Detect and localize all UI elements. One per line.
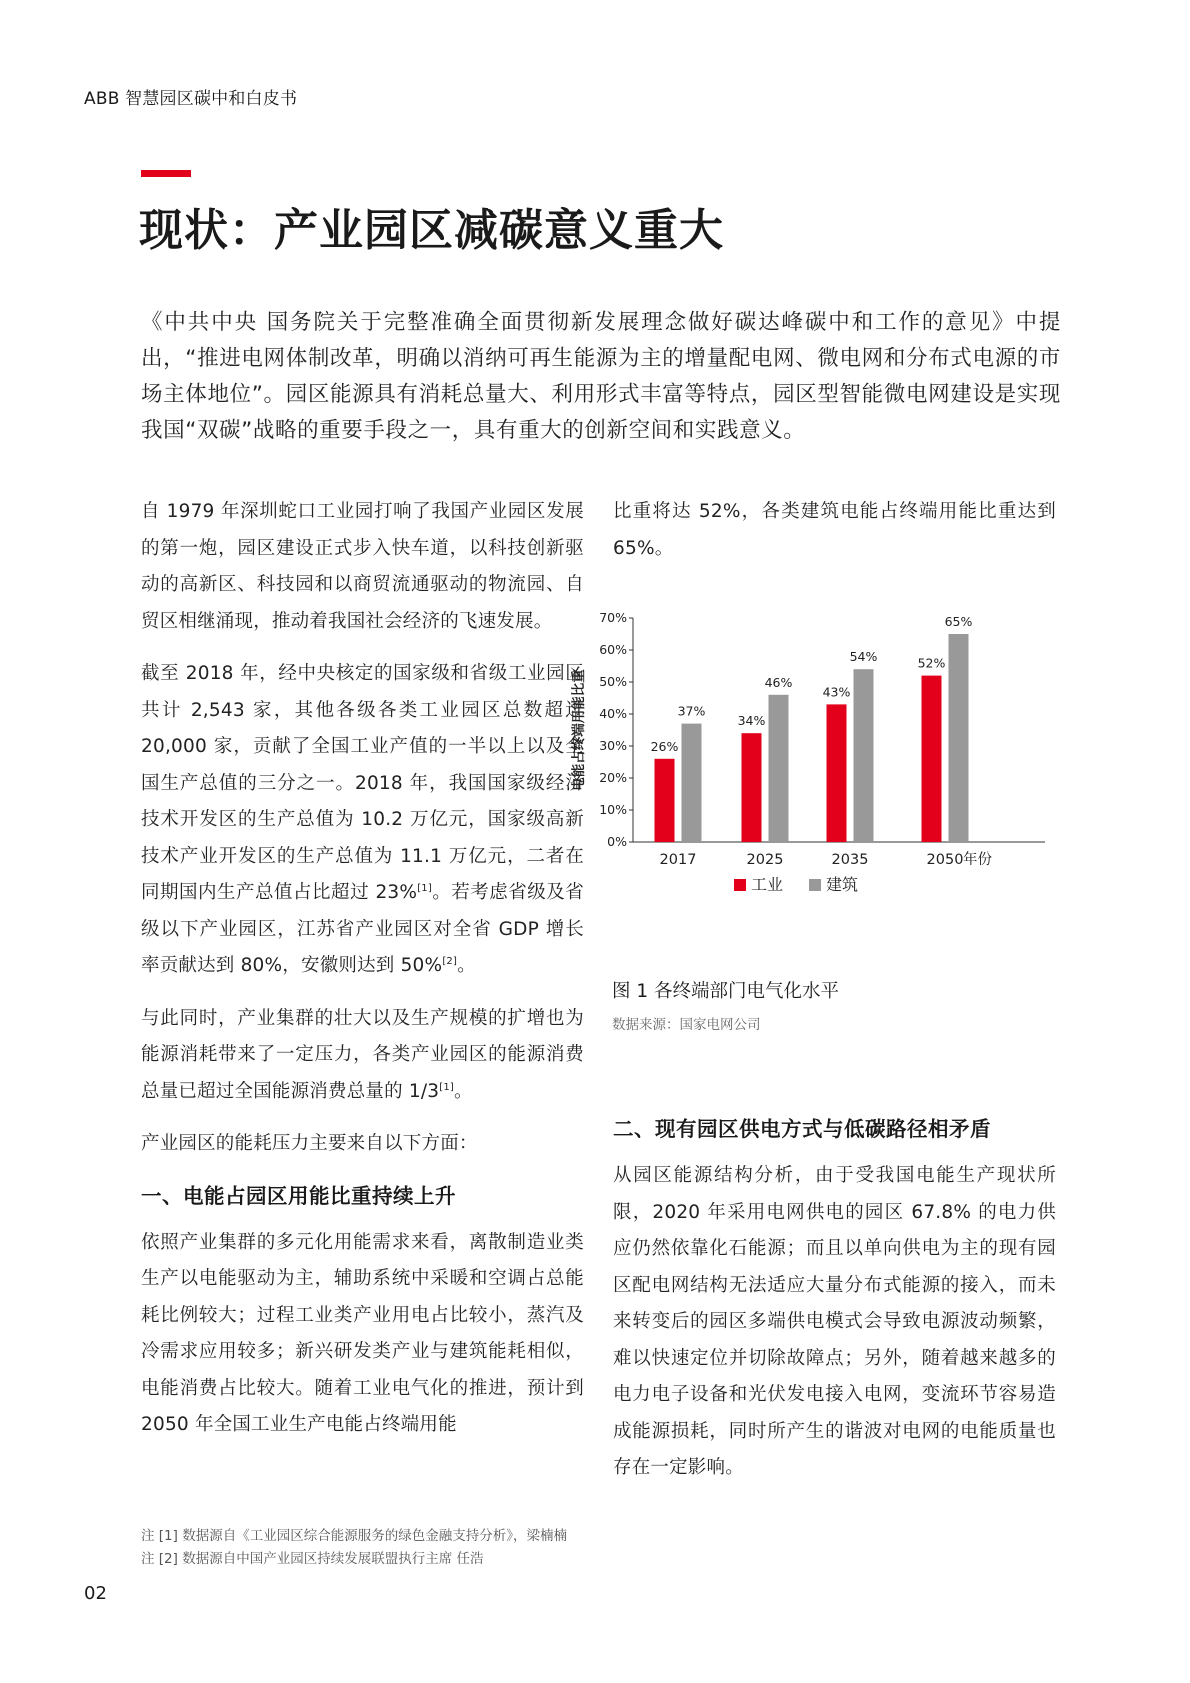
paragraph-continuation: 比重将达 52%，各类建筑电能占终端用能比重达到 65%。 (613, 501, 1056, 559)
y-tick-label: 70% (599, 610, 627, 625)
data-label: 52% (917, 655, 946, 671)
legend-swatch-building (809, 879, 821, 891)
right-column-bottom (613, 1112, 1056, 1503)
x-tick-label: 2017 (659, 852, 697, 868)
figure-caption: 图 1 各终端部门电气化水平 (612, 981, 840, 1002)
x-tick-label: 2035 (831, 852, 869, 868)
footnote-ref: [1] (439, 1081, 455, 1093)
y-axis-title: 电能占终端用能比重 (571, 669, 587, 791)
left-column (141, 494, 584, 1460)
section-heading-1: 一、电能占园区用能比重持续上升 (141, 1183, 456, 1208)
x-tick-label: 2025 (746, 852, 784, 868)
y-tick-label: 30% (599, 738, 627, 753)
figure-source: 数据来源：国家电网公司 (612, 1017, 761, 1033)
right-column-top (613, 494, 1056, 583)
y-tick-label: 60% (599, 642, 627, 657)
data-label: 54% (849, 649, 878, 665)
page-number: 02 (84, 1583, 107, 1604)
bar-building-2017 (682, 724, 702, 842)
footnote-2: 注 [2] 数据源自中国产业园区持续发展联盟执行主席 任浩 (141, 1551, 484, 1567)
bar-building-2025 (769, 695, 789, 842)
legend-label-building: 建筑 (826, 875, 859, 894)
footnote-ref: [2] (442, 955, 458, 967)
section-heading-2: 二、现有园区供电方式与低碳路径相矛盾 (613, 1117, 991, 1141)
page-title: 现状：产业园区减碳意义重大 (139, 205, 724, 256)
bar-industry-2035 (827, 704, 847, 842)
document-header: ABB 智慧园区碳中和白皮书 (84, 89, 298, 109)
legend-swatch-industry (734, 879, 746, 891)
legend-label-industry: 工业 (751, 875, 784, 894)
bar-industry-2050 (922, 676, 942, 842)
intro-paragraph: 《中共中央 国务院关于完整准确全面贯彻新发展理念做好碳达峰碳中和工作的意见》中提出，“推进电网体制改革，明确以消纳可再生能源为主的增量配电网、微电网和分布式电源的市场主体地位”。园区能源具有消耗总量大、利用形式丰富等特点，园区型智能微电网建设是实现我国“双碳”战略的重要手段之一，具有重大的创新空间和实践意义。 (141, 310, 1061, 443)
y-tick-label: 20% (599, 770, 627, 785)
bar-building-2050 (949, 634, 969, 842)
paragraph-pressure: 与此同时，产业集群的壮大以及生产规模的扩增也为能源消耗带来了一定压力，各类产业园区的能源消费总量已超过全国能源消费总量的 1/3[1]。 (141, 1007, 584, 1102)
y-tick-label: 0% (607, 834, 627, 849)
electrification-bar-chart (571, 610, 1080, 950)
data-label: 37% (677, 703, 706, 719)
paragraph-statistics: 截至 2018 年，经中央核定的国家级和省级工业园区共计 2,543 家，其他各级各类工业园区总数超过 20,000 家，贡献了全国工业产值的一半以上以及全国生产总值的三分之一。2018 年，我国国家级经济技术开发区的生产总值为 10.2 万亿元，国家级高新技术产业开发区的生产总值为 11.1 万亿元，二者在同期国内生产总值占比超过 23%[1]。若考虑省级及省级以下产业园区，江苏省产业园区对全省 GDP 增长率贡献达到 80%，安徽则达到 50%[2]。 (141, 663, 585, 976)
x-tick-label: 2050 (926, 852, 964, 868)
footnotes (141, 1525, 567, 1571)
paragraph-power-supply: 从园区能源结构分析，由于受我国电能生产现状所限，2020 年采用电网供电的园区 67.8% 的电力供应仍然依靠化石能源；而且以单向供电为主的现有园区配电网结构无法适应大量分布式能源的接入，而未来转变后的园区多端供电模式会导致电源波动频繁，难以快速定位并切除故障点；另外，随着越来越多的电力电子设备和光伏发电接入电网，变流环节容易造成能源损耗，同时所产生的谐波对电网的电能质量也存在一定影响。 (613, 1165, 1056, 1478)
data-label: 34% (737, 713, 766, 729)
paragraph-electricity-share: 依照产业集群的多元化用能需求来看，离散制造业类生产以电能驱动为主，辅助系统中采暖和空调占总能耗比例较大；过程工业类产业用电占比较小，蒸汽及冷需求应用较多；新兴研发类产业与建筑能耗相似，电能消费占比较大。随着工业电气化的推进，预计到 2050 年全国工业生产电能占终端用能 (141, 1231, 584, 1435)
bar-industry-2025 (742, 733, 762, 842)
bar-building-2035 (854, 669, 874, 842)
bar-industry-2017 (655, 759, 675, 842)
footnote-ref: [1] (417, 882, 432, 894)
data-label: 46% (764, 674, 793, 690)
footnote-1: 注 [1] 数据源自《工业园区综合能源服务的绿色金融支持分析》，梁楠楠 (141, 1528, 567, 1544)
paragraph-intro-list: 产业园区的能耗压力主要来自以下方面： (141, 1133, 478, 1154)
data-label: 26% (650, 738, 679, 754)
y-tick-label: 40% (599, 706, 627, 721)
paragraph-history: 自 1979 年深圳蛇口工业园打响了我国产业园区发展的第一炮，园区建设正式步入快车道，以科技创新驱动的高新区、科技园和以商贸流通驱动的物流园、自贸区相继涌现，推动着我国社会经济的飞速发展。 (141, 501, 584, 632)
data-label: 43% (822, 684, 851, 700)
y-tick-label: 10% (599, 802, 627, 817)
title-accent-bar (141, 170, 191, 177)
data-label: 65% (944, 614, 973, 629)
x-axis-title: 年份 (963, 852, 992, 868)
y-tick-label: 50% (599, 674, 627, 689)
